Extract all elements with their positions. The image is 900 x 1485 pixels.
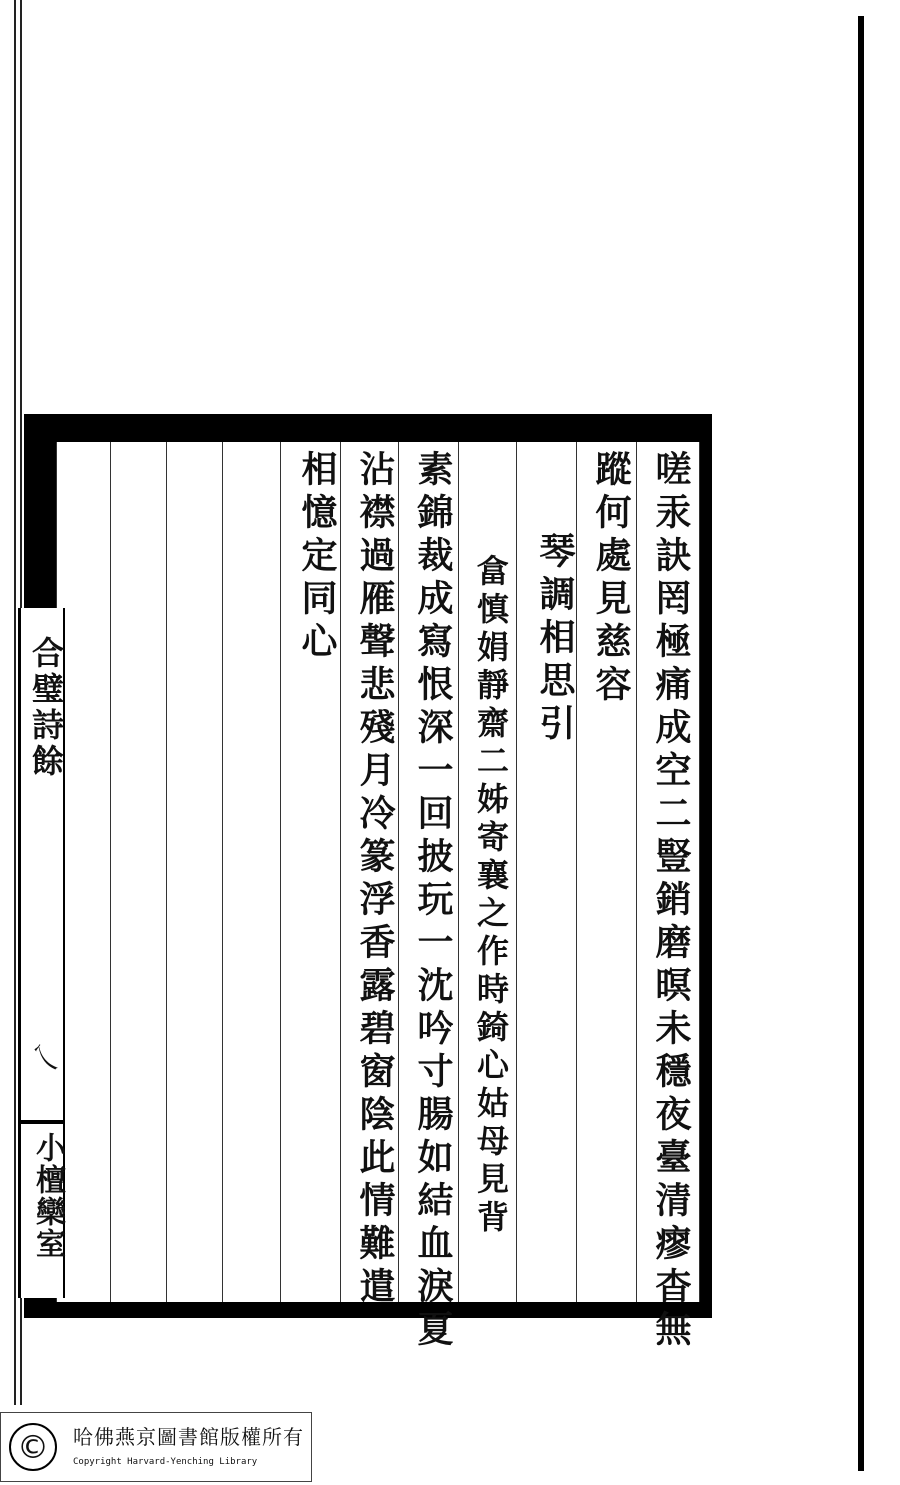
copyright-chinese: 哈佛燕京圖書館版權所有 <box>73 1425 304 1449</box>
studio-name: 小檀欒室 <box>30 1132 65 1260</box>
text-column-4: 畣慎娟靜齋二姊寄襄之作時錡心姑母見背 <box>472 554 510 1238</box>
text-column-6: 沾襟過雁聲悲殘月冷篆浮香露碧窗陰此情難遣 <box>354 450 396 1310</box>
text-column-2: 蹤何處見慈容 <box>590 450 632 708</box>
text-column-1: 嗟汞訣罔極痛成空二豎銷磨暝未穩夜臺清瘳杳無 <box>650 450 692 1353</box>
copyright-stamp <box>0 1412 312 1482</box>
text-column-3: 琴調相思引 <box>534 532 576 747</box>
binding-line <box>14 0 16 1405</box>
column-rule <box>110 442 111 1302</box>
fore-edge-divider <box>21 1120 63 1124</box>
column-rule <box>458 442 459 1302</box>
page-edge-rule <box>858 16 864 1471</box>
column-rule <box>636 442 637 1302</box>
printed-text-block <box>24 414 712 1353</box>
book-title: 合璧詩餘 <box>27 636 65 780</box>
fishtail-mark: 乀 <box>31 1041 60 1074</box>
text-area <box>56 442 700 1353</box>
column-rule <box>166 442 167 1302</box>
copyright-icon: © <box>9 1423 57 1471</box>
column-rule <box>516 442 517 1302</box>
column-rule <box>699 442 700 1302</box>
column-rule <box>280 442 281 1302</box>
copyright-english: Copyright Harvard-Yenching Library <box>73 1457 258 1467</box>
text-column-7: 相憶定同心 <box>296 450 338 665</box>
fore-edge-strip <box>18 608 65 1298</box>
column-rule <box>222 442 223 1302</box>
text-column-5: 素錦裁成寫恨深一回披玩一沈吟寸腸如結血淚夏 <box>412 450 454 1353</box>
